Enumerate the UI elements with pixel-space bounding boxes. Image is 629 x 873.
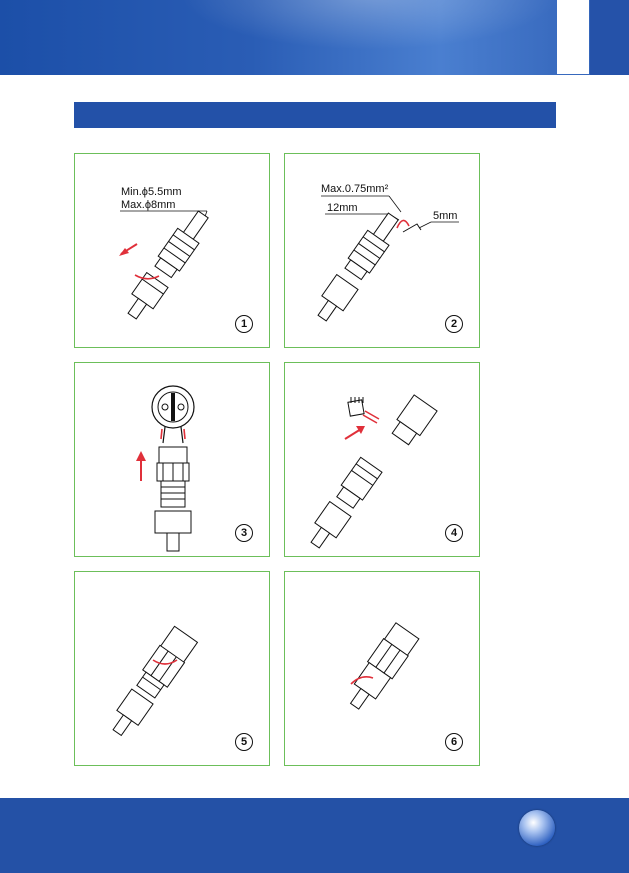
page-marker-icon xyxy=(519,810,555,846)
assembly-step-3-panel xyxy=(74,362,270,557)
wire-size-label: Max.0.75mm² xyxy=(321,183,389,195)
header-sheen xyxy=(180,0,560,50)
section-title-bar xyxy=(74,102,556,128)
step-number-5: 5 xyxy=(235,733,253,751)
assembly-step-4-panel xyxy=(284,362,480,557)
assembly-step-1-panel xyxy=(74,153,270,348)
step-number-3: 3 xyxy=(235,524,253,542)
page-tab-edge xyxy=(590,0,629,75)
assembly-step-6-panel xyxy=(284,571,480,766)
tip-length-label: 5mm xyxy=(433,210,458,222)
assembly-step-2-panel xyxy=(284,153,480,348)
step-number-1: 1 xyxy=(235,315,253,333)
step-number-6: 6 xyxy=(445,733,463,751)
step-number-4: 4 xyxy=(445,524,463,542)
max-diameter-label: Max.ϕ8mm xyxy=(121,199,176,211)
min-diameter-label: Min.ϕ5.5mm xyxy=(121,186,182,198)
step-number-2: 2 xyxy=(445,315,463,333)
page-header xyxy=(0,0,629,75)
page-tab xyxy=(557,0,589,74)
strip-length-label: 12mm xyxy=(327,202,358,214)
assembly-step-5-panel xyxy=(74,571,270,766)
